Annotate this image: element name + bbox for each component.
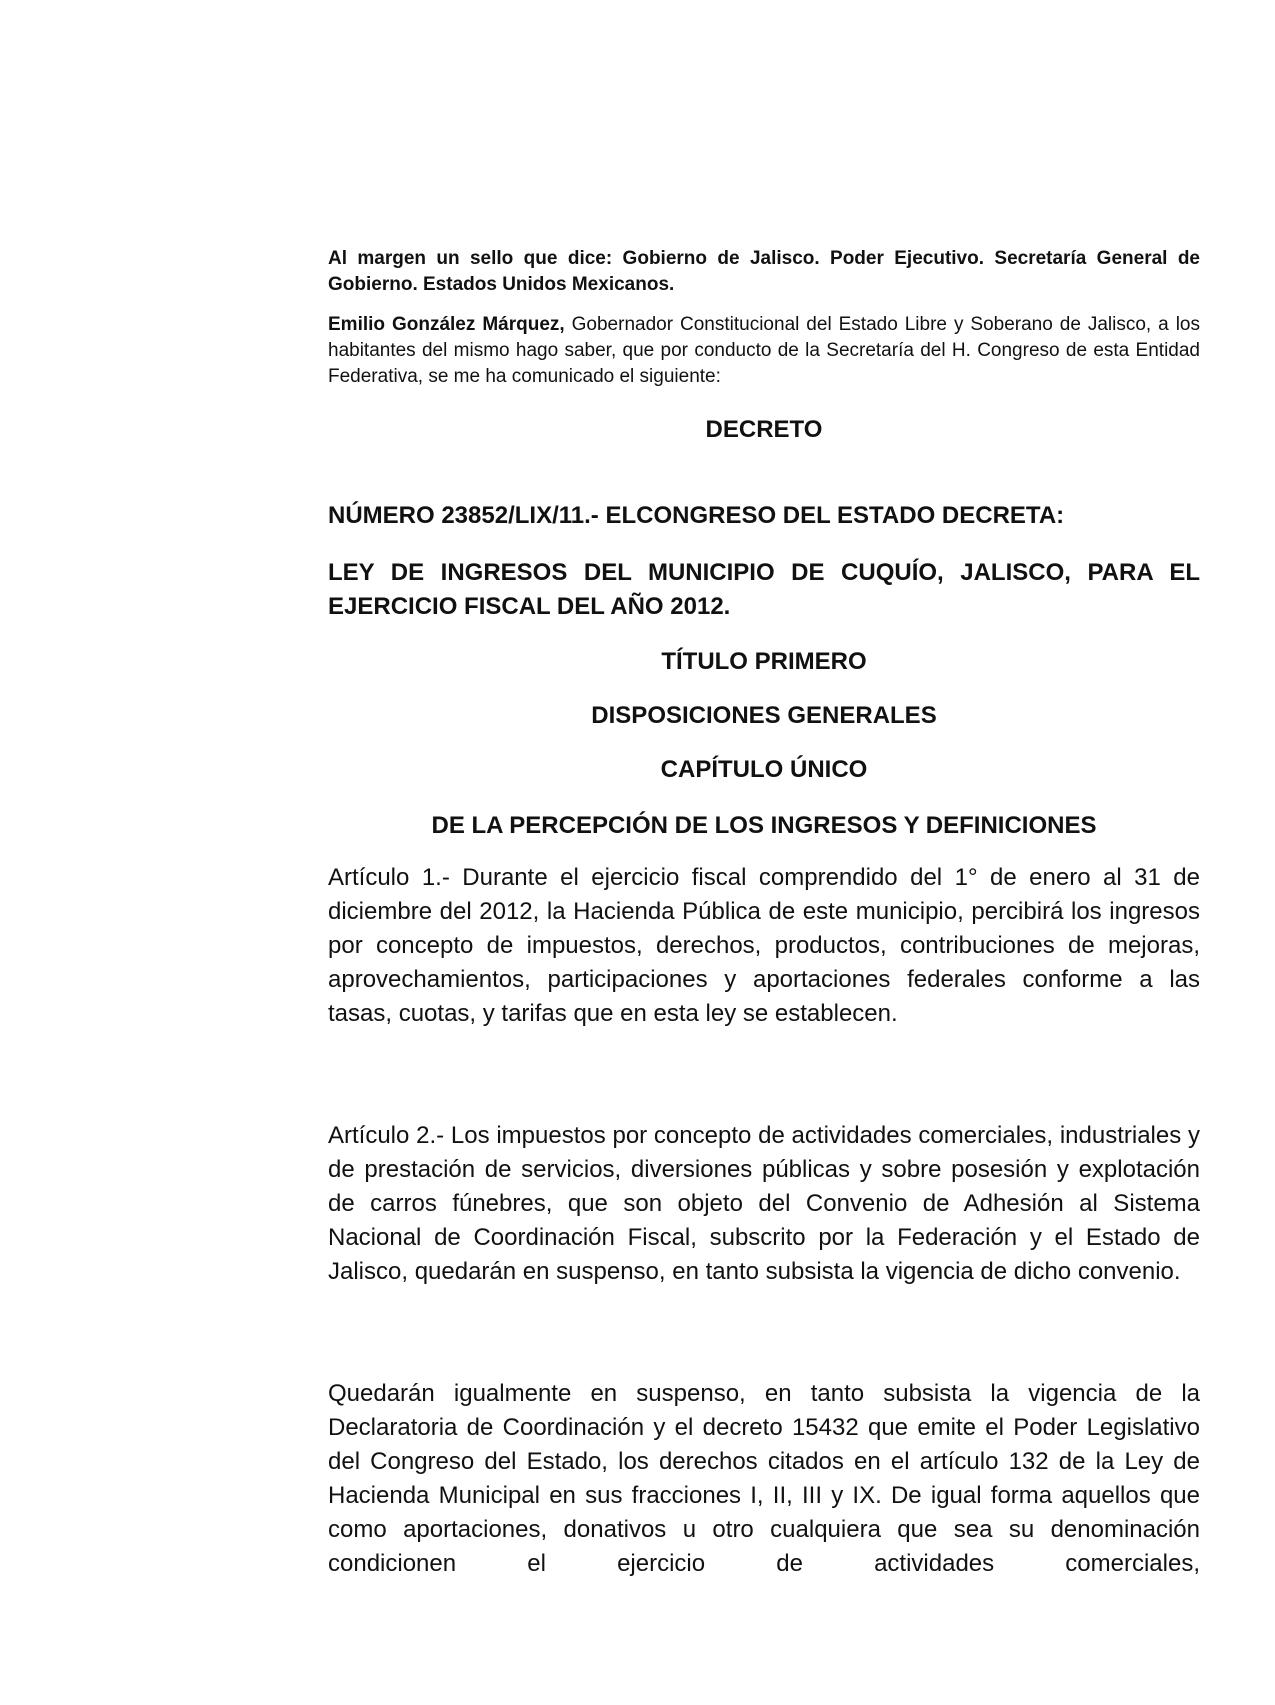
article-1: Artículo 1.- Durante el ejercicio fiscal comprendido del 1° de enero al 31 de diciembre del 2012, la Hacienda Pública de este municipio, percibirá los ingresos por concepto de impuestos, derechos, productos, contribuciones de mejoras, aprovechamientos, participaciones y aportaciones federales conforme a las tasas, cuotas, y tarifas que en esta ley se establecen. bbox=[328, 864, 1200, 1027]
document-page bbox=[328, 246, 1200, 1581]
paragraph-suspension: Quedarán igualmente en suspenso, en tanto subsista la vigencia de la Declaratoria de Coordinación y el decreto 15432 que emite el Poder Legislativo del Congreso del Estado, los derechos citados en el artículo 132 de la Ley de Hacienda Municipal en sus fracciones I, II, III y IX. De igual forma aquellos que como aportaciones, donativos u otro cualquiera que sea su denominación condicionen el ejercicio de actividades comerciales, bbox=[328, 1380, 1200, 1577]
margin-note: Al margen un sello que dice: Gobierno de Jalisco. Poder Ejecutivo. Secretaría General de Gobierno. Estados Unidos Mexicanos. bbox=[328, 248, 1200, 295]
decree-number: NÚMERO 23852/LIX/11.- ELCONGRESO DEL ESTADO DECRETA: bbox=[328, 502, 1065, 529]
decreto-heading: DECRETO bbox=[705, 416, 823, 443]
governor-name: Emilio González Márquez, bbox=[328, 314, 565, 335]
chapter-heading: CAPÍTULO ÚNICO bbox=[660, 756, 868, 783]
intro-paragraph bbox=[328, 312, 1200, 390]
intro-text: Gobernador Constitucional del Estado Libre y Soberano de Jalisco, a los habitantes del mismo hago saber, que por conducto de la Secretaría del H. Congreso de esta Entidad Federativa, se me ha comunicado el siguiente: bbox=[328, 314, 1200, 387]
title-heading: TÍTULO PRIMERO bbox=[661, 648, 867, 675]
article-2: Artículo 2.- Los impuestos por concepto de actividades comerciales, industriales y de prestación de servicios, diversiones públicas y sobre posesión y explotación de carros fúnebres, que son objeto del Convenio de Adhesión al Sistema Nacional de Coordinación Fiscal, subscrito por la Federación y el Estado de Jalisco, quedarán en suspenso, en tanto subsista la vigencia de dicho convenio. bbox=[328, 1122, 1200, 1285]
section-heading: DE LA PERCEPCIÓN DE LOS INGRESOS Y DEFINICIONES bbox=[431, 812, 1097, 839]
law-title: LEY DE INGRESOS DEL MUNICIPIO DE CUQUÍO, JALISCO, PARA EL EJERCICIO FISCAL DEL AÑO 2012. bbox=[328, 559, 1200, 620]
general-provisions-heading: DISPOSICIONES GENERALES bbox=[591, 702, 937, 729]
